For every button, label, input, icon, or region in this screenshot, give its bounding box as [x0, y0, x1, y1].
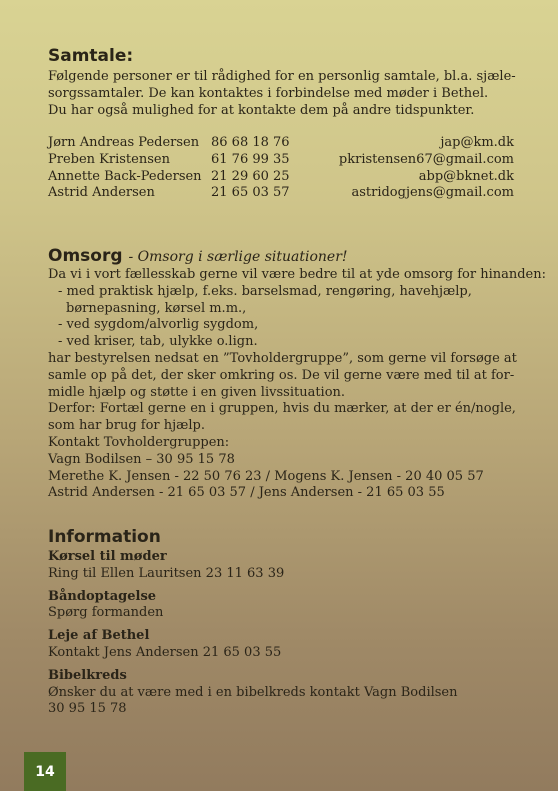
info-text-bibelkreds-phone: 30 95 15 78: [48, 701, 127, 717]
contact-email: abp@bknet.dk: [418, 168, 514, 184]
info-text-korsel: Ring til Ellen Lauritsen 23 11 63 39: [48, 565, 285, 581]
contact-table: [48, 135, 514, 202]
info-label-leje: Leje af Bethel: [48, 628, 150, 644]
contact-email: astridogjens@gmail.com: [351, 185, 514, 201]
samtale-intro-line: Følgende personer er til rådighed for en personlig samtale, bl.a. sjæle-: [48, 69, 516, 84]
omsorg-line: - ved kriser, tab, ulykke o.lign.: [58, 334, 258, 350]
info-label-baandoptagelse: Båndoptagelse: [48, 588, 157, 604]
omsorg-line: - ved sygdom/alvorlig sygdom,: [58, 317, 259, 333]
omsorg-line: som har brug for hjælp.: [48, 418, 206, 434]
omsorg-line: Merethe K. Jensen - 22 50 76 23 / Mogens K. Jensen - 20 40 05 57: [48, 468, 484, 484]
contact-phone: 21 29 60 25: [211, 168, 290, 184]
omsorg-body: [48, 267, 547, 502]
omsorg-line: midle hjælp og støtte i en given livssituation.: [48, 384, 346, 400]
info-text-baandoptagelse: Spørg formanden: [48, 605, 164, 621]
omsorg-subtitle: - Omsorg i særlige situationer!: [128, 249, 348, 265]
omsorg-line: børnepasning, kørsel m.m.,: [66, 300, 247, 316]
samtale-intro: [48, 69, 518, 119]
omsorg-line: Derfor: Fortæl gerne en i gruppen, hvis du mærker, at der er én/nogle,: [48, 401, 516, 417]
samtale-intro-line: sorgssamtaler. De kan kontaktes i forbindelse med møder i Bethel.: [48, 85, 489, 101]
omsorg-line: Vagn Bodilsen – 30 95 15 78: [48, 451, 235, 467]
info-label-korsel: Kørsel til møder: [48, 549, 167, 564]
omsorg-line: samle op på det, der sker omkring os. De vil gerne være med til at for-: [48, 367, 515, 383]
omsorg-line: har bestyrelsen nedsat en ”Tovholdergruppe”, som gerne vil forsøge at: [48, 350, 517, 366]
contact-phone: 86 68 18 76: [211, 135, 290, 150]
contact-email: pkristensen67@gmail.com: [338, 151, 514, 167]
information-body: [48, 549, 518, 718]
info-label-bibelkreds: Bibelkreds: [48, 667, 127, 683]
page-number-badge: 14: [24, 752, 66, 791]
omsorg-line: - med praktisk hjælp, f.eks. barselsmad, rengøring, havehjælp,: [58, 283, 472, 299]
contact-row: [48, 135, 514, 152]
samtale-heading: Samtale:: [48, 46, 134, 66]
contact-row: [48, 185, 514, 202]
contact-name: Jørn Andreas Pedersen: [48, 135, 200, 150]
information-heading: Information: [48, 527, 161, 547]
info-text-leje: Kontakt Jens Andersen 21 65 03 55: [48, 644, 282, 660]
contact-phone: 21 65 03 57: [211, 185, 290, 201]
contact-row: [48, 152, 514, 169]
contact-name: Astrid Andersen: [48, 185, 155, 201]
contact-row: [48, 169, 514, 186]
omsorg-line: Kontakt Tovholdergruppen:: [48, 434, 230, 450]
samtale-intro-line: Du har også mulighed for at kontakte dem på andre tidspunkter.: [48, 102, 475, 118]
contact-name: Preben Kristensen: [48, 151, 170, 167]
omsorg-heading: [48, 246, 348, 266]
contact-name: Annette Back-Pedersen: [48, 168, 202, 184]
contact-email: jap@km.dk: [440, 135, 514, 150]
omsorg-line: Da vi i vort fællesskab gerne vil være bedre til at yde omsorg for hinanden:: [48, 267, 547, 282]
omsorg-line: Astrid Andersen - 21 65 03 57 / Jens Andersen - 21 65 03 55: [48, 485, 445, 501]
contact-phone: 61 76 99 35: [211, 151, 290, 167]
omsorg-title: Omsorg: [48, 246, 123, 266]
info-text-bibelkreds: Ønsker du at være med i en bibelkreds kontakt Vagn Bodilsen: [48, 684, 458, 700]
